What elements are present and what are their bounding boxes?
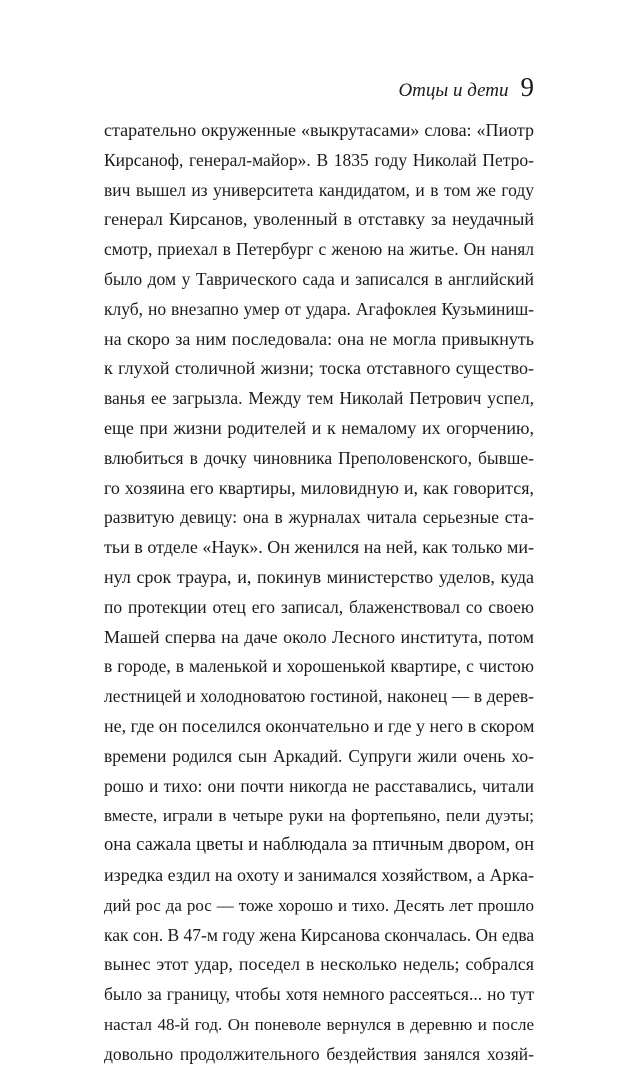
text-line: изредка ездил на охоту и занимался хозяйством, а Арка- (104, 864, 534, 885)
text-line: по протекции отец его записал, блаженствовал со своею (104, 596, 534, 617)
text-line: нул срок траура, и, покинув министерство уделов, куда (104, 566, 534, 587)
text-line: довольно продолжительного бездействия занялся хозяй- (104, 1043, 534, 1064)
body-text (104, 116, 534, 1070)
text-line: дий рос да рос — тоже хорошо и тихо. Десять лет прошло (104, 895, 534, 915)
text-line: смотр, приехал в Петербург с женою на житье. Он нанял (104, 239, 534, 260)
text-line: рошо и тихо: они почти никогда не расставались, читали (104, 775, 534, 796)
text-line: на скоро за ним последовала: она не могла привыкнуть (104, 328, 534, 349)
text-line: в городе, в маленькой и хорошенькой квартире, с чистою (104, 656, 534, 677)
text-line: го хозяина его квартиры, миловидную и, как говорится, (104, 477, 534, 498)
page-number: 9 (520, 72, 534, 102)
text-line: как сон. В 47-м году жена Кирсанова скончалась. Он едва (104, 924, 534, 945)
text-line: к глухой столичной жизни; тоска отставного существо- (104, 358, 534, 379)
text-line: старательно окруженные «выкрутасами» слова: «Пиотр (104, 120, 534, 140)
text-line: она сажала цветы и наблюдала за птичным двором, он (104, 835, 534, 856)
text-line: лестницей и холодноватою гостиной, наконец — в дерев- (104, 686, 534, 707)
text-line: вместе, играли в четыре руки на фортепьяно, пели дуэты; (104, 806, 534, 826)
text-line: Машей сперва на даче около Лесного института, потом (104, 626, 534, 647)
text-line: времени родился сын Аркадий. Супруги жили очень хо- (104, 745, 534, 766)
running-title: Отцы и дети (398, 80, 509, 101)
text-line: не, где он поселился окончательно и где у него в скором (104, 715, 534, 736)
text-line: развитую девицу: она в журналах читала серьезные ста- (104, 507, 534, 528)
text-line: тьи в отделе «Наук». Он женился на ней, как только ми- (104, 537, 534, 558)
text-line: клуб, но внезапно умер от удара. Агафоклея Кузьминиш- (104, 298, 534, 319)
text-line: еще при жизни родителей и к немалому их огорчению, (104, 417, 534, 438)
text-line: вич вышел из университета кандидатом, и в том же году (104, 179, 534, 200)
text-line: Кирсаноф, генерал-майор». В 1835 году Николай Петро- (104, 149, 534, 170)
text-line: ванья ее загрызла. Между тем Николай Петрович успел, (104, 388, 534, 409)
text-line: влюбиться в дочку чиновника Преполовенского, бывше- (104, 447, 534, 468)
text-line: вынес этот удар, поседел в несколько недель; собрался (104, 954, 534, 975)
running-head (398, 72, 534, 103)
text-line: настал 48-й год. Он поневоле вернулся в деревню и после (104, 1014, 534, 1034)
text-line: было за границу, чтобы хотя немного рассеяться... но тут (104, 984, 534, 1005)
text-line: было дом у Таврического сада и записался в английский (104, 268, 534, 289)
text-line: генерал Кирсанов, уволенный в отставку за неудачный (104, 209, 534, 230)
